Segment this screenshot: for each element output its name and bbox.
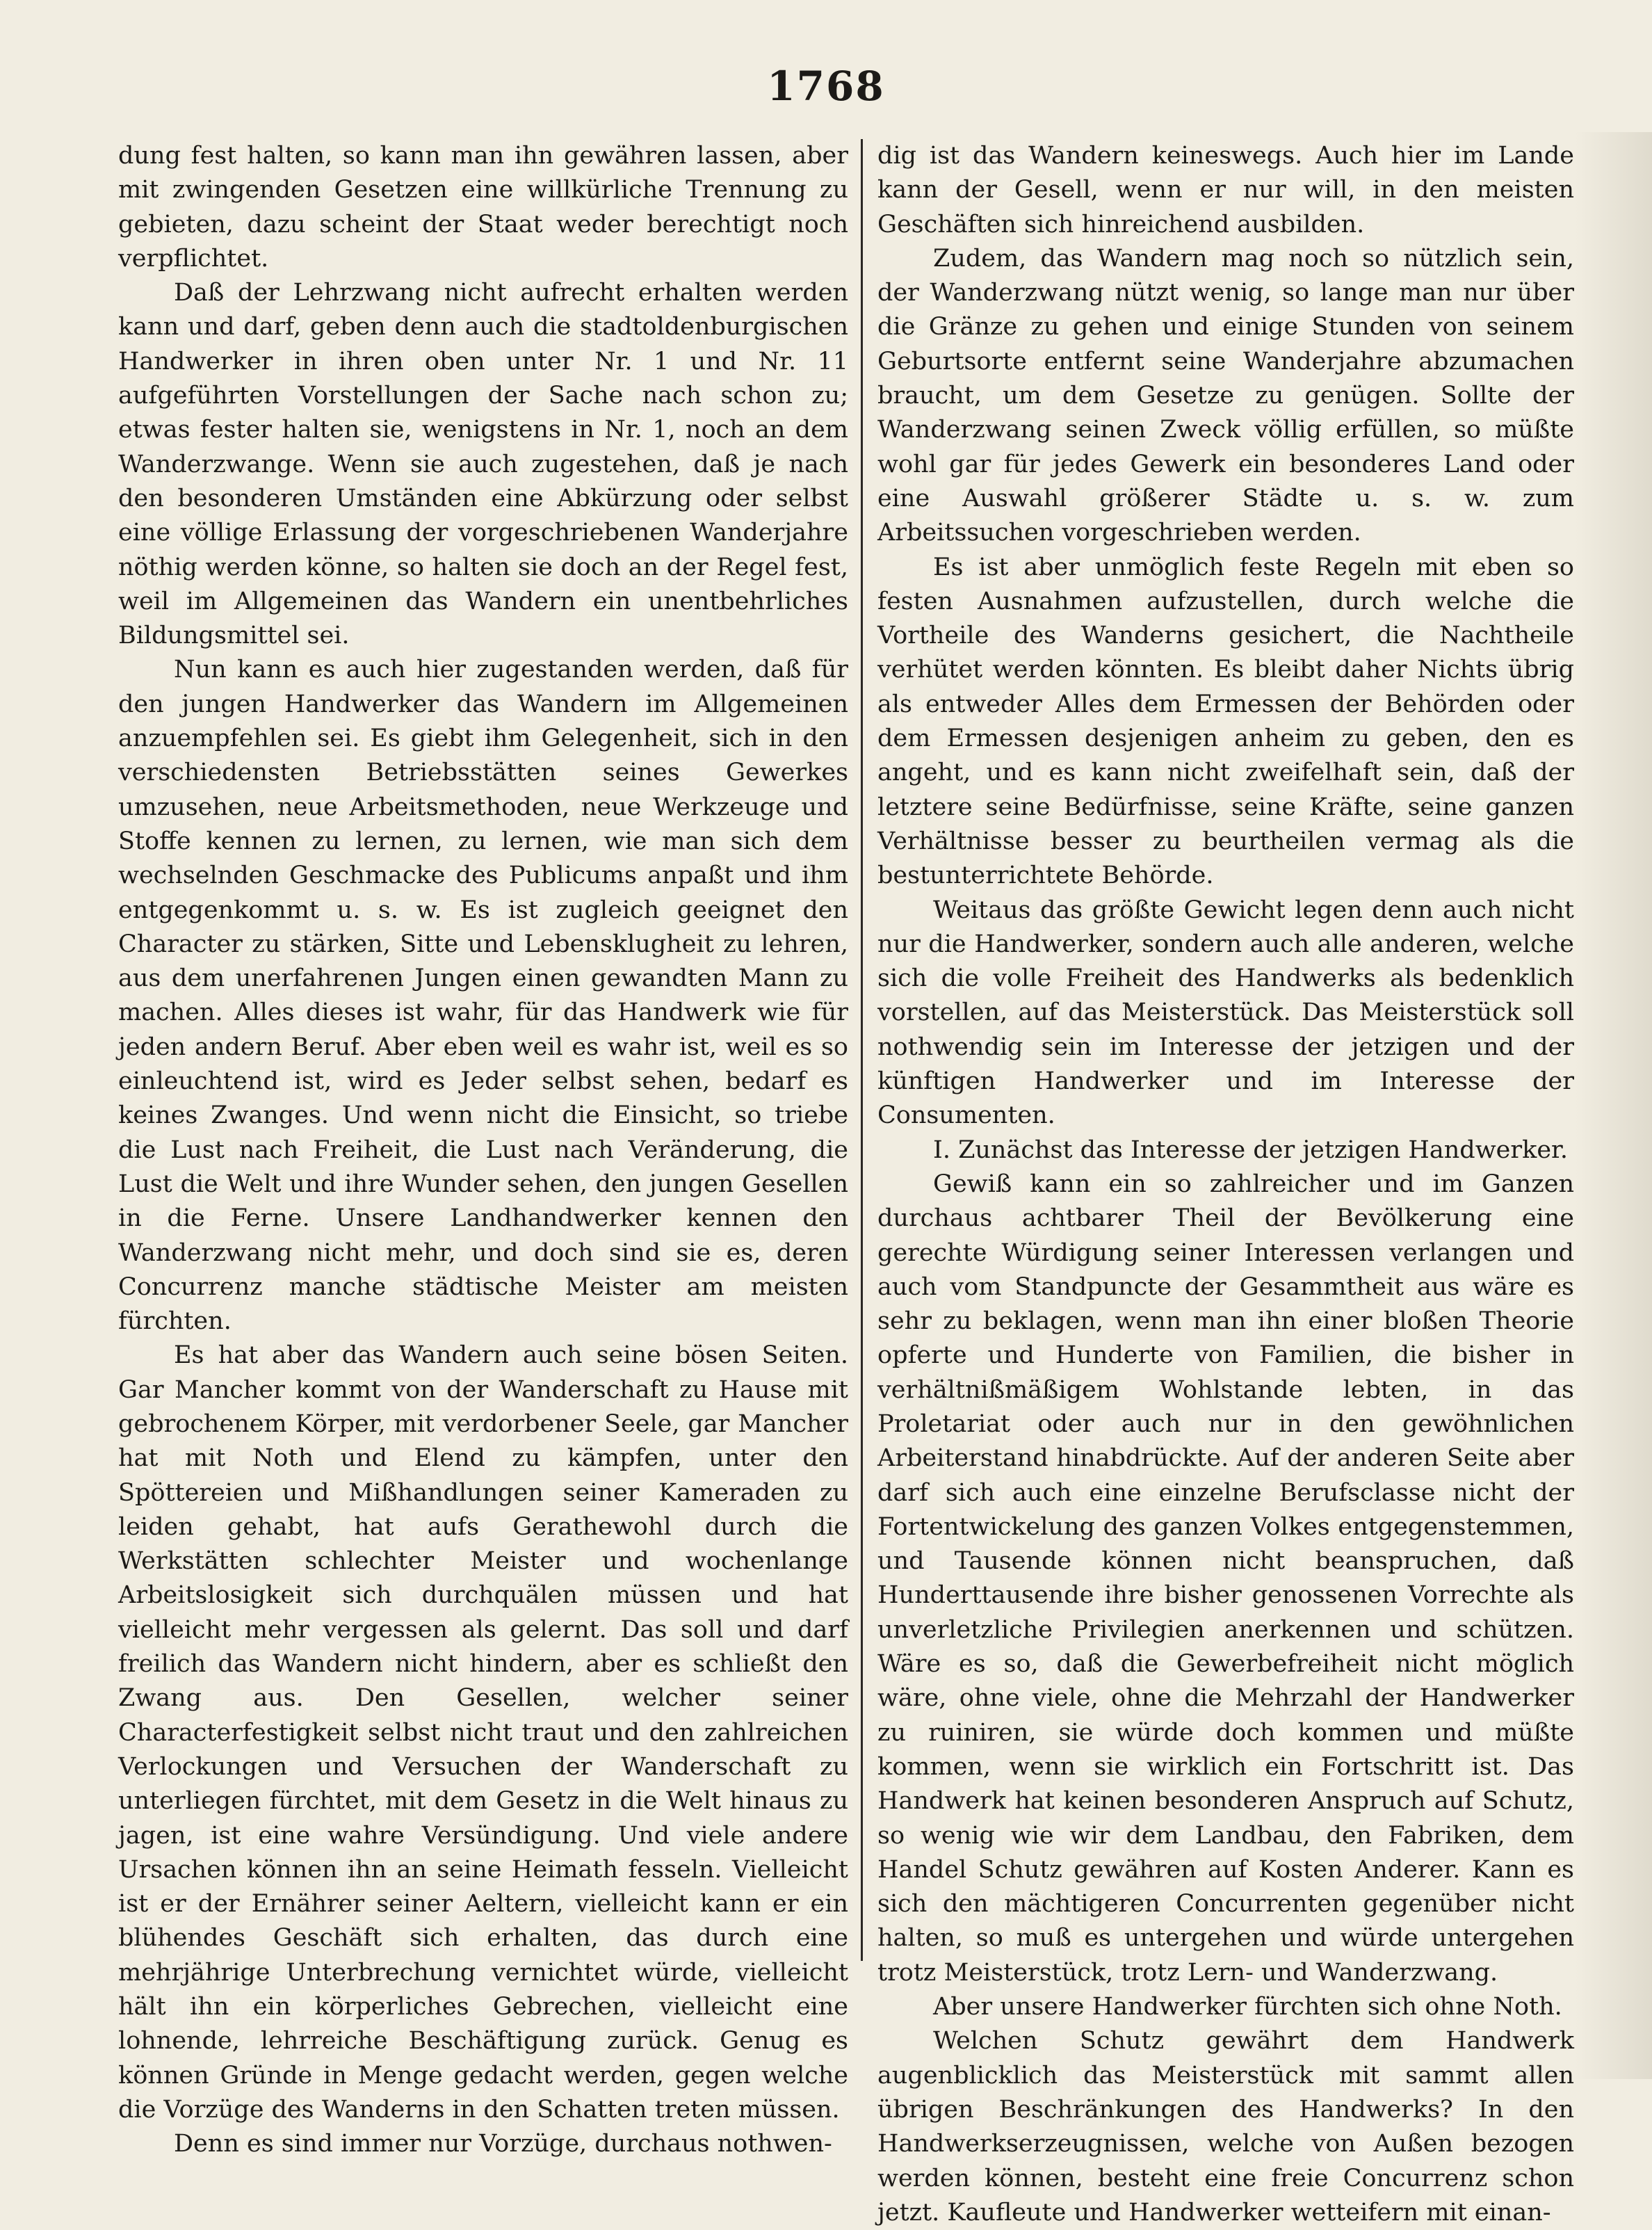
paragraph: Zudem, das Wandern mag noch so nützlich sein, der Wanderzwang nützt wenig, so lange man nur über die Gränze zu gehen und einige Stunden von seinem Geburtsorte entfernt seine Wanderjahre abzumachen braucht, um dem Gesetze zu genügen. Sollte der Wanderzwang seinen Zweck völlig erfüllen, so müßte wohl gar für jedes Gewerk ein besonderes Land oder eine Auswahl größerer Städte u. s. w. zum Arbeitssuchen vorgeschrieben werden. bbox=[877, 244, 1574, 547]
paragraph: Es ist aber unmöglich feste Regeln mit eben so festen Ausnahmen aufzustellen, durch welche die Vortheile des Wanderns gesichert, die Nachtheile verhütet werden könnten. Es bleibt daher Nichts übrig als entweder Alles dem Ermessen der Behörden oder dem Ermessen desjenigen anheim zu geben, den es angeht, und es kann nicht zweifelhaft sein, daß der letztere seine Bedürfnisse, seine Kräfte, seine ganzen Verhältnisse besser zu beurtheilen vermag als die bestunterrichtete Behörde. bbox=[877, 553, 1574, 890]
right-text-column bbox=[877, 139, 1574, 2227]
column-divider bbox=[861, 139, 863, 1961]
page-number: 1768 bbox=[767, 63, 885, 110]
paragraph: dung fest halten, so kann man ihn gewähren lassen, aber mit zwingenden Gesetzen eine willkürliche Trennung zu gebieten, dazu scheint der Staat weder berechtigt noch verpflichtet. bbox=[118, 142, 848, 273]
section-heading: I. Zunächst das Interesse der jetzigen Handwerker. bbox=[933, 1136, 1569, 1164]
paragraph: Nun kann es auch hier zugestanden werden, daß für den jungen Handwerker das Wandern im Allgemeinen anzuempfehlen sei. Es giebt ihm Gelegenheit, sich in den verschiedensten Betriebsstätten seines Gewerkes umzusehen, neue Arbeitsmethoden, neue Werkzeuge und Stoffe kennen zu lernen, zu lernen, wie man sich dem wechselnden Geschmacke des Publicums anpaßt und ihm entgegenkommt u. s. w. Es ist zugleich geeignet den Character zu stärken, Sitte und Lebensklugheit zu lehren, aus dem unerfahrenen Jungen einen gewandten Mann zu machen. Alles dieses ist wahr, für das Handwerk wie für jeden andern Beruf. Aber eben weil es wahr ist, weil es so einleuchtend ist, wird es Jeder selbst sehen, bedarf es keines Zwanges. Und wenn nicht die Einsicht, so triebe die Lust nach Freiheit, die Lust nach Veränderung, die Lust die Welt und ihre Wunder sehen, den jungen Gesellen in die Ferne. Unsere Landhandwerker kennen den Wanderzwang nicht mehr, und doch sind sie es, deren Concurrenz manche städtische Meister am meisten fürchten. bbox=[118, 656, 848, 1336]
left-text-column bbox=[118, 139, 848, 2158]
paragraph: Denn es sind immer nur Vorzüge, durchaus nothwen- bbox=[174, 2130, 832, 2158]
page-edge-shadow bbox=[1576, 132, 1652, 2079]
paragraph: Welchen Schutz gewährt dem Handwerk augenblicklich das Meisterstück mit sammt allen übrigen Beschränkungen des Handwerks? In den Handwerkserzeugnissen, welche von Außen bezogen werden können, besteht eine freie Concurrenz schon jetzt. Kaufleute und Handwerker wetteifern mit einan- bbox=[877, 2027, 1574, 2227]
paragraph: Daß der Lehrzwang nicht aufrecht erhalten werden kann und darf, geben denn auch die stadtoldenburgischen Handwerker in ihren oben unter Nr. 1 und Nr. 11 aufgeführten Vorstellungen der Sache nach schon zu; etwas fester halten sie, wenigstens in Nr. 1, noch an dem Wanderzwange. Wenn sie auch zugestehen, daß je nach den besonderen Umständen eine Abkürzung oder selbst eine völlige Erlassung der vorgeschriebenen Wanderjahre nöthig werden könne, so halten sie doch an der Regel fest, weil im Allgemeinen das Wandern ein unentbehrliches Bildungsmittel sei. bbox=[118, 279, 848, 650]
paragraph: Es hat aber das Wandern auch seine bösen Seiten. Gar Mancher kommt von der Wanderschaft zu Hause mit gebrochenem Körper, mit verdorbener Seele, gar Mancher hat mit Noth und Elend zu kämpfen, unter den Spöttereien und Mißhandlungen seiner Kameraden zu leiden gehabt, hat aufs Gerathewohl durch die Werkstätten schlechter Meister und wochenlange Arbeitslosigkeit sich durchquälen müssen und hat vielleicht mehr vergessen als gelernt. Das soll und darf freilich das Wandern nicht hindern, aber es schließt den Zwang aus. Den Gesellen, welcher seiner Characterfestigkeit selbst nicht traut und den zahlreichen Verlockungen und Versuchen der Wanderschaft zu unterliegen fürchtet, mit dem Gesetz in die Welt hinaus zu jagen, ist eine wahre Versündigung. Und viele andere Ursachen können ihn an seine Heimath fesseln. Vielleicht ist er der Ernährer seiner Aeltern, vielleicht kann er ein blühendes Geschäft sich erhalten, das durch eine mehrjährige Unterbrechung vernichtet würde, vielleicht hält ihn ein körperliches Gebrechen, vielleicht eine lohnende, lehrreiche Beschäftigung zurück. Genug es können Gründe in Menge gedacht werden, gegen welche die Vorzüge des Wanderns in den Schatten treten müssen. bbox=[118, 1341, 848, 2124]
paragraph: Aber unsere Handwerker fürchten sich ohne Noth. bbox=[933, 1993, 1562, 2021]
paragraph: Weitaus das größte Gewicht legen denn auch nicht nur die Handwerker, sondern auch alle anderen, welche sich die volle Freiheit des Handwerks als bedenklich vorstellen, auf das Meisterstück. Das Meisterstück soll nothwendig sein im Interesse der jetzigen und der künftigen Handwerker und im Interesse der Consumenten. bbox=[877, 896, 1574, 1130]
paragraph: dig ist das Wandern keineswegs. Auch hier im Lande kann der Gesell, wenn er nur will, in den meisten Geschäften sich hinreichend ausbilden. bbox=[877, 142, 1574, 239]
paragraph: Gewiß kann ein so zahlreicher und im Ganzen durchaus achtbarer Theil der Bevölkerung eine gerechte Würdigung seiner Interessen verlangen und auch vom Standpuncte der Gesammtheit aus wäre es sehr zu beklagen, wenn man ihn einer bloßen Theorie opferte und Hunderte von Familien, die bisher in verhältnißmäßigem Wohlstande lebten, in das Proletariat oder auch nur in den gewöhnlichen Arbeiterstand hinabdrückte. Auf der anderen Seite aber darf sich auch eine einzelne Berufsclasse nicht der Fortentwickelung des ganzen Volkes entgegenstemmen, und Tausende können nicht beanspruchen, daß Hunderttausende ihre bisher genossenen Vorrechte als unverletzliche Privilegien anerkennen und schützen. Wäre es so, daß die Gewerbefreiheit nicht möglich wäre, ohne viele, ohne die Mehrzahl der Handwerker zu ruiniren, sie würde doch kommen und müßte kommen, wenn sie wirklich ein Fortschritt ist. Das Handwerk hat keinen besonderen Anspruch auf Schutz, so wenig wie wir dem Landbau, den Fabriken, dem Handel Schutz gewähren auf Kosten Anderer. Kann es sich den mächtigeren Concurrenten gegenüber nicht halten, so muß es untergehen und würde untergehen trotz Meisterstück, trotz Lern- und Wanderzwang. bbox=[877, 1170, 1574, 1987]
